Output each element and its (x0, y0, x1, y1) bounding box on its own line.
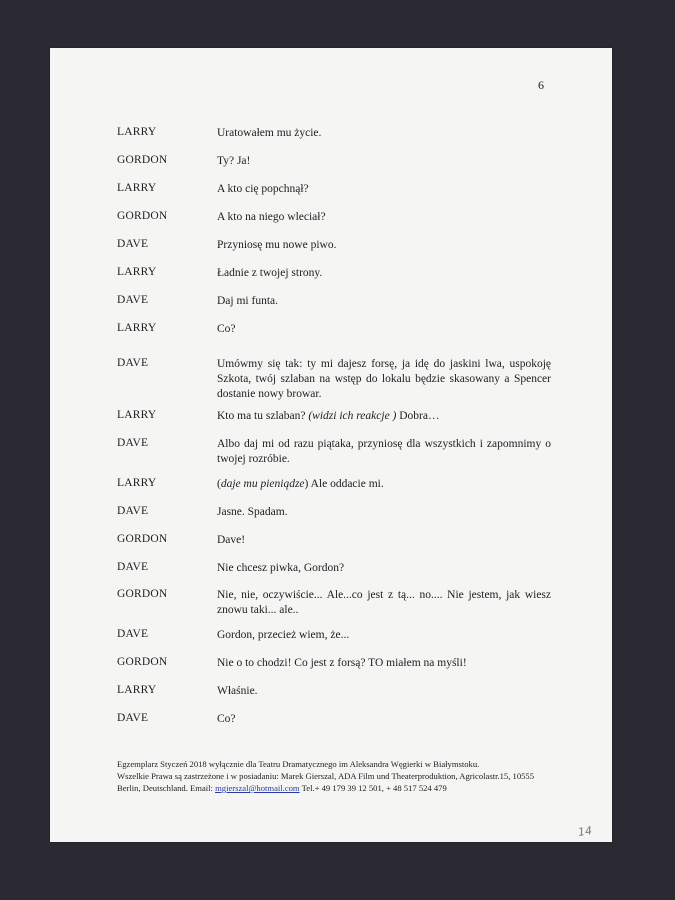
speaker-name: LARRY (117, 126, 157, 138)
dialogue-line: Nie o to chodzi! Co jest z forsą? TO miałem na myśli! (217, 657, 467, 669)
line-text: ( (217, 478, 221, 490)
speaker-name: LARRY (117, 409, 157, 421)
stage-direction: (widzi ich reakcje ) (308, 410, 397, 422)
dialogue-line: Jasne. Spadam. (217, 506, 288, 518)
speaker-name: LARRY (117, 182, 157, 194)
speaker-name: DAVE (117, 294, 149, 306)
dialogue-line: Nie chcesz piwka, Gordon? (217, 562, 345, 574)
speaker-name: DAVE (117, 628, 149, 640)
speaker-name: LARRY (117, 322, 157, 334)
speaker-name: GORDON (117, 656, 168, 668)
dialogue-line (217, 477, 551, 492)
speaker-name: DAVE (117, 505, 149, 517)
speaker-name: LARRY (117, 684, 157, 696)
dialogue-line (217, 409, 551, 424)
dialogue-line: Ty? Ja! (217, 155, 251, 167)
dialogue-line: Ładnie z twojej strony. (217, 267, 323, 279)
footer-line (117, 782, 557, 794)
speaker-name: LARRY (117, 266, 157, 278)
dialogue-line: Albo daj mi od razu piątaka, przyniosę dla wszystkich i zapomnimy o twojej rozróbie. (217, 438, 551, 465)
speaker-name: GORDON (117, 154, 168, 166)
email-link[interactable]: mgierszal@hotmail.com (215, 783, 300, 793)
speaker-name: DAVE (117, 712, 149, 724)
dialogue-line: Dave! (217, 534, 246, 546)
speaker-name: GORDON (117, 210, 168, 222)
dialogue-line: A kto na niego wleciał? (217, 211, 326, 223)
dialogue-line: Właśnie. (217, 685, 258, 697)
footer-line: Wszelkie Prawa są zastrzeżone i w posiadaniu: Marek Gierszal, ADA Film und Theaterproduktion, Agricolastr.15, 10555 (117, 771, 535, 781)
script-page (50, 48, 612, 842)
dialogue-line: Co? (217, 323, 236, 335)
speaker-name: DAVE (117, 238, 149, 250)
speaker-name: DAVE (117, 561, 149, 573)
speaker-name: GORDON (117, 533, 168, 545)
speaker-name: LARRY (117, 477, 157, 489)
footer-line: Egzemplarz Styczeń 2018 wyłącznie dla Teatru Dramatycznego im Aleksandra Węgierki w Białymstoku. (117, 759, 480, 769)
speaker-name: DAVE (117, 357, 149, 369)
dialogue-line: Uratowałem mu życie. (217, 127, 322, 139)
copyright-footer (117, 758, 557, 794)
line-text: ) Ale oddacie mi. (304, 478, 384, 490)
stage-direction: daje mu pieniądze (220, 478, 305, 490)
line-text: Dobra… (396, 410, 440, 422)
dialogue-line: Przyniosę mu nowe piwo. (217, 239, 337, 251)
dialogue-line: A kto cię popchnął? (217, 183, 309, 195)
dialogue-line: Gordon, przecież wiem, że... (217, 629, 350, 641)
dialogue-line: Umówmy się tak: ty mi dajesz forsę, ja idę do jaskini lwa, uspokoję Szkota, twój szlaban na wstęp do lokalu będzie skasowany a Spencer dostanie nowy browar. (217, 358, 551, 400)
line-text: Kto ma tu szlaban? (217, 410, 309, 422)
page-number: 6 (538, 78, 544, 92)
dialogue-line: Daj mi funta. (217, 295, 278, 307)
speaker-name: GORDON (117, 588, 168, 600)
dialogue-line: Co? (217, 713, 236, 725)
dialogue-line: Nie, nie, oczywiście... Ale...co jest z tą... no.... Nie jestem, jak wiesz znowu taki... ale.. (217, 589, 551, 616)
handwritten-page-mark: 14 (577, 824, 593, 839)
dialogue-list (50, 48, 612, 842)
speaker-name: DAVE (117, 437, 149, 449)
footer-text: Berlin, Deutschland. Email: (117, 783, 216, 793)
footer-text: Tel.+ 49 179 39 12 501, + 48 517 524 479 (299, 783, 447, 793)
